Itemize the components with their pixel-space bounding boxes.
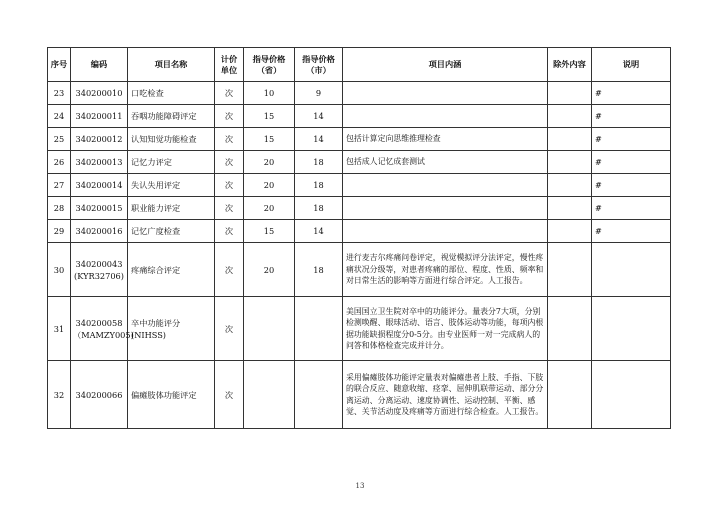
table-row [48, 220, 671, 243]
cell-price-province: 15 [244, 128, 295, 151]
cell-unit: 次 [215, 128, 244, 151]
cell-unit: 次 [215, 197, 244, 220]
cell-code: 340200013 [71, 151, 128, 174]
header-code: 编码 [71, 48, 128, 82]
cell-code: 340200014 [71, 174, 128, 197]
header-price-city: 指导价格（市） [295, 48, 343, 82]
cell-code: 340200012 [71, 128, 128, 151]
price-table [47, 47, 671, 429]
table-row [48, 105, 671, 128]
header-name: 项目名称 [128, 48, 215, 82]
cell-name: 疼痛综合评定 [128, 243, 215, 297]
header-notes: 说明 [592, 48, 671, 82]
cell-exclusions [548, 151, 592, 174]
cell-code: 340200016 [71, 220, 128, 243]
cell-price-city: 9 [295, 82, 343, 105]
cell-notes [592, 243, 671, 297]
document-page [47, 47, 670, 429]
cell-content [343, 174, 548, 197]
cell-exclusions [548, 128, 592, 151]
cell-exclusions [548, 197, 592, 220]
cell-exclusions [548, 174, 592, 197]
table-header-row [48, 48, 671, 82]
cell-price-province: 10 [244, 82, 295, 105]
cell-price-city: 18 [295, 197, 343, 220]
cell-name: 职业能力评定 [128, 197, 215, 220]
cell-exclusions [548, 361, 592, 429]
cell-price-province: 20 [244, 151, 295, 174]
cell-name [128, 297, 215, 361]
cell-code [71, 243, 128, 297]
cell-code-primary: 340200043 [75, 258, 123, 269]
cell-notes: # [592, 82, 671, 105]
cell-notes: # [592, 128, 671, 151]
table-row [48, 151, 671, 174]
page-number: 13 [355, 482, 365, 490]
cell-notes: # [592, 174, 671, 197]
cell-unit: 次 [215, 105, 244, 128]
cell-seq: 26 [48, 151, 71, 174]
header-exclusions: 除外内容 [548, 48, 592, 82]
cell-price-province: 20 [244, 174, 295, 197]
header-content: 项目内涵 [343, 48, 548, 82]
cell-notes: # [592, 197, 671, 220]
cell-name: 认知知觉功能检查 [128, 128, 215, 151]
cell-price-city: 18 [295, 151, 343, 174]
cell-code: 340200011 [71, 105, 128, 128]
table-row [48, 128, 671, 151]
cell-notes: # [592, 220, 671, 243]
cell-name-secondary: (NIHSS) [131, 329, 167, 340]
cell-content: 包括成人记忆成套测试 [343, 151, 548, 174]
table-row [48, 197, 671, 220]
cell-seq: 24 [48, 105, 71, 128]
cell-price-province: 20 [244, 243, 295, 297]
cell-notes [592, 361, 671, 429]
cell-unit: 次 [215, 82, 244, 105]
cell-price-city: 14 [295, 128, 343, 151]
cell-content: 美国国立卫生院对卒中的功能评分。量表分7大项，分别检测唤醒、眼球活动、语言、肢体运动等功能，每项内根据功能缺损程度分0-5分。由专业医师一对一完成病人的问答和体格检查完成并计分。 [343, 297, 548, 361]
cell-unit: 次 [215, 297, 244, 361]
cell-unit: 次 [215, 174, 244, 197]
cell-name: 口吃检查 [128, 82, 215, 105]
cell-exclusions [548, 105, 592, 128]
cell-content [343, 220, 548, 243]
cell-price-province: 15 [244, 105, 295, 128]
cell-unit: 次 [215, 361, 244, 429]
table-row [48, 243, 671, 297]
cell-price-city [295, 361, 343, 429]
cell-code: 340200015 [71, 197, 128, 220]
cell-unit: 次 [215, 220, 244, 243]
cell-code-secondary: (KYR32706) [74, 270, 124, 281]
cell-name-primary: 卒中功能评分 [131, 317, 181, 328]
cell-seq: 32 [48, 361, 71, 429]
cell-code [71, 297, 134, 361]
cell-price-province [244, 297, 295, 361]
header-price-province: 指导价格（省） [244, 48, 295, 82]
cell-seq: 27 [48, 174, 71, 197]
cell-price-province: 20 [244, 197, 295, 220]
cell-content [343, 82, 548, 105]
cell-seq: 25 [48, 128, 71, 151]
cell-unit: 次 [215, 151, 244, 174]
cell-content: 采用偏瘫肢体功能评定量表对偏瘫患者上肢、手指、下肢的联合反应、随意收缩、痉挛、屈伸肌联带运动、部分分离运动、分离运动、速度协调性、运动控制、平衡、感觉、关节活动度及疼痛等方面进行综合检查。人工报告。 [343, 361, 548, 429]
cell-notes: # [592, 105, 671, 128]
cell-content [343, 105, 548, 128]
cell-seq: 30 [48, 243, 71, 297]
header-seq: 序号 [48, 48, 71, 82]
cell-content: 包括计算定向思维推理检查 [343, 128, 548, 151]
cell-price-city: 18 [295, 243, 343, 297]
table-row [48, 174, 671, 197]
cell-unit: 次 [215, 243, 244, 297]
header-unit: 计价单位 [215, 48, 244, 82]
cell-code: 340200010 [71, 82, 128, 105]
cell-price-province [244, 361, 295, 429]
cell-seq: 28 [48, 197, 71, 220]
cell-exclusions [548, 243, 592, 297]
cell-seq: 31 [48, 297, 71, 361]
cell-code-secondary: （MAMZY005) [73, 329, 134, 340]
cell-name: 记忆广度检查 [128, 220, 215, 243]
cell-price-city [295, 297, 343, 361]
cell-exclusions [548, 220, 592, 243]
cell-price-city: 18 [295, 174, 343, 197]
cell-seq: 29 [48, 220, 71, 243]
cell-exclusions [548, 82, 592, 105]
cell-price-city: 14 [295, 105, 343, 128]
cell-content: 进行麦吉尔疼痛问卷评定，视觉模拟评分法评定，慢性疼痛状况分级等，对患者疼痛的部位、程度、性质、频率和对日常生活的影响等方面进行综合评定。人工报告。 [343, 243, 548, 297]
cell-name: 失认失用评定 [128, 174, 215, 197]
cell-notes: # [592, 151, 671, 174]
cell-code: 340200066 [71, 361, 128, 429]
table-row [48, 82, 671, 105]
cell-name: 记忆力评定 [128, 151, 215, 174]
table-row [48, 361, 671, 429]
table-row [48, 297, 671, 361]
cell-price-city: 14 [295, 220, 343, 243]
cell-code-primary: 340200058 [75, 317, 123, 328]
cell-price-province: 15 [244, 220, 295, 243]
cell-seq: 23 [48, 82, 71, 105]
cell-notes [592, 297, 671, 361]
cell-exclusions [548, 297, 592, 361]
cell-content [343, 197, 548, 220]
cell-name: 吞咽功能障碍评定 [128, 105, 215, 128]
cell-name: 偏瘫肢体功能评定 [128, 361, 215, 429]
